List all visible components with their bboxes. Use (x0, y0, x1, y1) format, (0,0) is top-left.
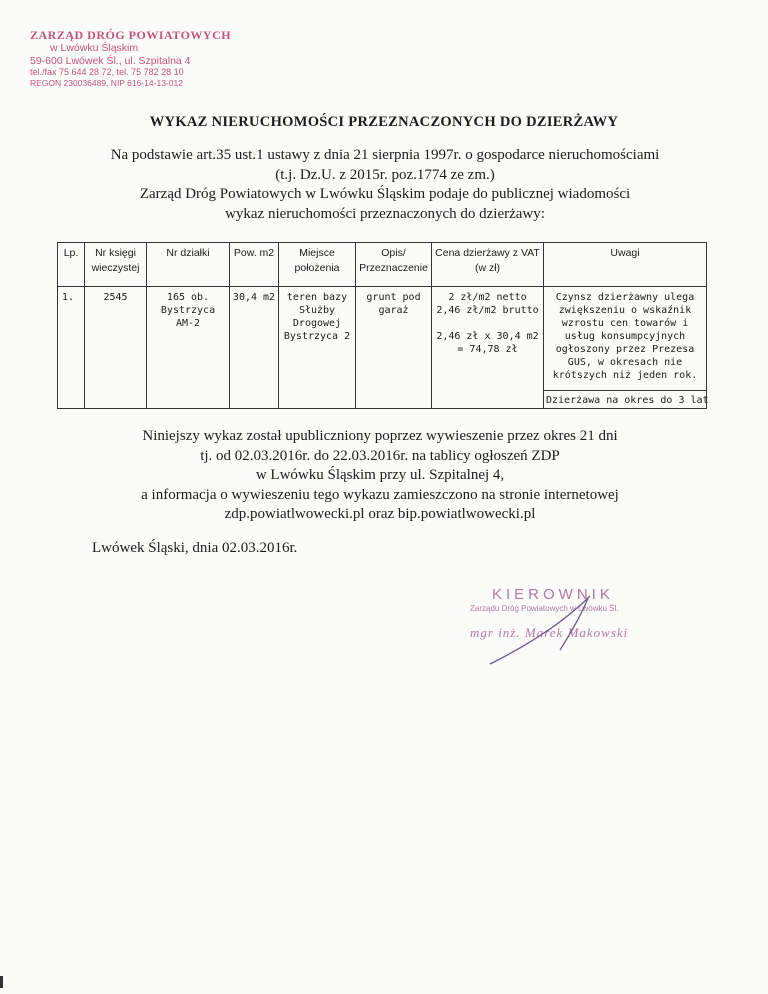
intro-line: Zarząd Dróg Powiatowych w Lwówku Śląskim podaje do publicznej wiadomości (139, 186, 631, 202)
cell-plot-number: 165 ob. Bystrzyca AM-2 (147, 287, 230, 409)
handwritten-signature (470, 586, 670, 666)
table-row (58, 287, 707, 409)
cell-remarks (544, 287, 707, 409)
header-purpose: Opis/ Przeznaczenie (356, 243, 432, 287)
cell-lp: 1. (58, 287, 85, 409)
notice-line: Niniejszy wykaz został upubliczniony poprzez wywieszenie przez okres 21 dni (142, 428, 618, 444)
intro-line: (t.j. Dz.U. z 2015r. poz.1774 ze zm.) (275, 166, 495, 183)
header-land-register: Nr księgi wieczystej (85, 243, 147, 287)
place-date: Lwówek Śląski, dnia 02.03.2016r. (92, 540, 298, 556)
stamp-regon-nip: REGON 230036489, NIP 616-14-13-012 (30, 77, 183, 88)
price-net: 2 zł/m2 netto (448, 292, 527, 303)
publication-notice (100, 427, 660, 525)
intro-line: wykaz nieruchomości przeznaczonych do dzierżawy: (225, 205, 545, 222)
office-stamp (30, 28, 231, 88)
intro-line: Na podstawie art.35 ust.1 ustawy z dnia 21 sierpnia 1997r. o gospodarce nieruchomościami (110, 147, 660, 163)
cell-location: teren bazy Służby Drogowej Bystrzyca 2 (279, 287, 356, 409)
header-price: Cena dzierżawy z VAT (w zł) (432, 243, 544, 287)
header-lp: Lp. (58, 243, 85, 287)
stamp-office-town: w Lwówku Śląskim (50, 42, 139, 55)
scan-edge-mark (0, 976, 3, 988)
document-title: WYKAZ NIERUCHOMOŚCI PRZEZNACZONYCH DO DZIERŻAWY (149, 114, 619, 130)
cell-land-register: 2545 (85, 287, 147, 409)
header-location: Miejsce położenia (279, 243, 356, 287)
signature-office: Zarządu Dróg Powiatowych w Lwówku Śl. (470, 604, 619, 613)
stamp-address: 59-600 Lwówek Śl., ul. Szpitalna 4 (30, 54, 191, 67)
property-table (57, 242, 707, 409)
cell-purpose: grunt pod garaż (356, 287, 432, 409)
signature-stamp (470, 586, 670, 666)
notice-line: w Lwówku Śląskim przy ul. Szpitalnej 4, (255, 467, 505, 483)
remarks-lease-term: Dzierżawa na okres do 3 lat (544, 390, 706, 408)
header-plot-number: Nr działki (147, 243, 230, 287)
stamp-office-name: ZARZĄD DRÓG POWIATOWYCH (30, 28, 232, 42)
table-header-row (58, 243, 707, 287)
notice-line: a informacja o wywieszeniu tego wykazu zamieszczono na stronie internetowej (141, 486, 619, 503)
price-gross: 2,46 zł/m2 brutto (436, 305, 539, 316)
cell-area: 30,4 m2 (230, 287, 279, 409)
intro-paragraph (60, 146, 710, 224)
price-total: 2,46 zł x 30,4 m2 = 74,78 zł (436, 331, 539, 355)
remarks-text: Czynsz dzierżawny ulega zwiększeniu o wskaźnik wzrostu cen towarów i usług konsumpcyjnych ogłoszony przez Prezesa GUS, w okresach nie krótszych niż jeden rok. (552, 292, 698, 381)
header-area: Pow. m2 (230, 243, 279, 287)
notice-line: zdp.powiatlwowecki.pl oraz bip.powiatlwowecki.pl (224, 506, 536, 522)
notice-line: tj. od 02.03.2016r. do 22.03.2016r. na tablicy ogłoszeń ZDP (200, 447, 560, 464)
cell-price (432, 287, 544, 409)
stamp-phone: tel./fax 75 644 28 72, tel. 75 782 28 10 (30, 66, 184, 77)
header-remarks: Uwagi (544, 243, 707, 287)
signature-title: KIEROWNIK (492, 586, 614, 603)
signature-name: mgr inż. Marek Makowski (470, 625, 629, 640)
